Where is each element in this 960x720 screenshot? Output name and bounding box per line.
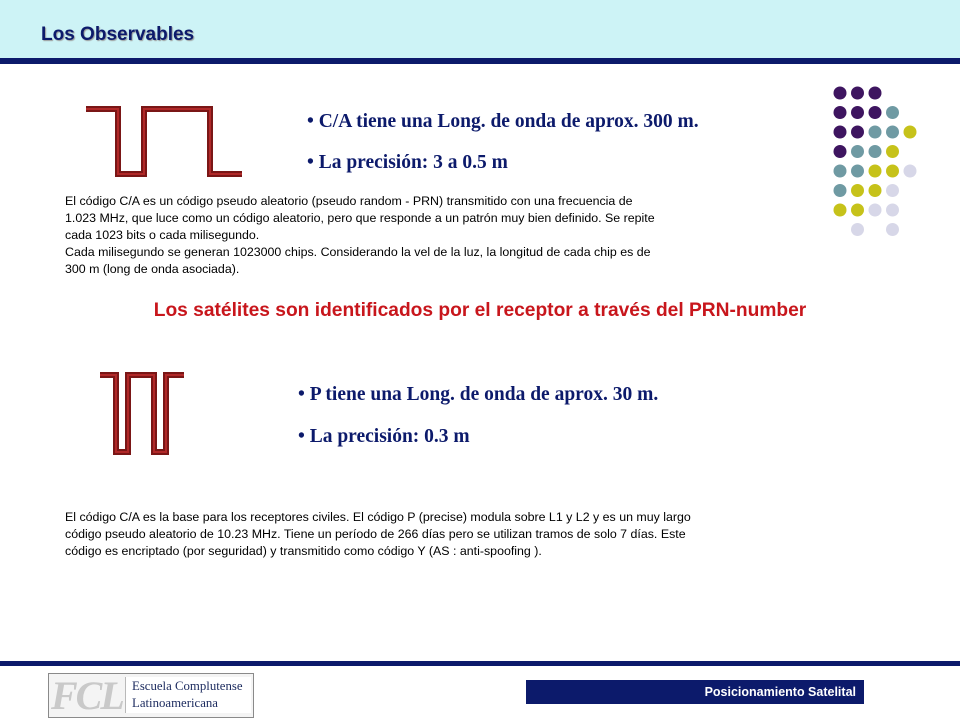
ca-description-line: cada 1023 bits o cada milisegundo. bbox=[65, 228, 260, 242]
grid-dot bbox=[869, 204, 882, 217]
logo-line-1: Escuela Complutense bbox=[132, 679, 243, 693]
header-rule bbox=[0, 58, 960, 64]
grid-dot bbox=[869, 126, 882, 139]
p-description-line: El código C/A es la base para los receptores civiles. El código P (precise) modula sobre L1 y L2 y es un muy largo bbox=[65, 510, 691, 524]
grid-dot bbox=[869, 184, 882, 197]
grid-dot bbox=[834, 145, 847, 158]
p-code-waveform-icon bbox=[100, 370, 186, 456]
school-logo bbox=[48, 673, 254, 718]
grid-dot bbox=[904, 126, 917, 139]
ca-description-line: 1.023 MHz, que luce como un código aleatorio, pero que responde a un patrón muy bien definido. Se repite bbox=[65, 211, 655, 225]
grid-dot bbox=[834, 126, 847, 139]
p-description-line: código pseudo aleatorio de 10.23 MHz. Tiene un período de 266 días pero se utilizan tramos de solo 7 días. Este bbox=[65, 527, 686, 541]
grid-dot bbox=[886, 184, 899, 197]
logo-line-2: Latinoamericana bbox=[132, 696, 218, 710]
ca-bullet-precision: • La precisión: 3 a 0.5 m bbox=[307, 152, 508, 173]
grid-dot bbox=[886, 126, 899, 139]
ca-code-waveform-icon bbox=[86, 104, 246, 178]
grid-dot bbox=[886, 223, 899, 236]
ca-description bbox=[65, 193, 655, 278]
prn-headline: Los satélites son identificados por el receptor a través del PRN-number bbox=[153, 300, 807, 321]
grid-dot bbox=[851, 126, 864, 139]
footer-label: Posicionamiento Satelital bbox=[526, 680, 864, 704]
grid-dot bbox=[851, 184, 864, 197]
grid-dot bbox=[886, 145, 899, 158]
grid-dot bbox=[834, 165, 847, 178]
grid-dot bbox=[851, 87, 864, 100]
grid-dot bbox=[851, 204, 864, 217]
grid-dot bbox=[869, 106, 882, 119]
grid-dot bbox=[851, 106, 864, 119]
p-bullet-precision: • La precisión: 0.3 m bbox=[298, 426, 470, 447]
grid-dot bbox=[886, 165, 899, 178]
grid-dot bbox=[834, 106, 847, 119]
grid-dot bbox=[834, 184, 847, 197]
grid-dot bbox=[886, 204, 899, 217]
ca-description-line: Cada milisegundo se generan 1023000 chips. Considerando la vel de la luz, la longitud de cada chip es de bbox=[65, 245, 651, 259]
p-bullet-wavelength: • P tiene una Long. de onda de aprox. 30 m. bbox=[298, 384, 659, 405]
logo-mark: FCL bbox=[51, 673, 123, 718]
ca-description-line: El código C/A es un código pseudo aleatorio (pseudo random - PRN) transmitido con una frecuencia de bbox=[65, 194, 633, 208]
footer-rule bbox=[0, 661, 960, 666]
decorative-dot-grid-icon bbox=[830, 84, 940, 244]
grid-dot bbox=[851, 223, 864, 236]
grid-dot bbox=[851, 165, 864, 178]
grid-dot bbox=[851, 145, 864, 158]
ca-description-line: 300 m (long de onda asociada). bbox=[65, 262, 240, 276]
slide-title: Los Observables bbox=[41, 24, 195, 45]
grid-dot bbox=[834, 204, 847, 217]
grid-dot bbox=[904, 165, 917, 178]
grid-dot bbox=[869, 145, 882, 158]
p-description bbox=[65, 509, 691, 560]
grid-dot bbox=[834, 87, 847, 100]
ca-bullet-wavelength: • C/A tiene una Long. de onda de aprox. 300 m. bbox=[307, 111, 699, 132]
grid-dot bbox=[886, 106, 899, 119]
grid-dot bbox=[869, 165, 882, 178]
p-description-line: código es encriptado (por seguridad) y transmitido como código Y (AS : anti-spoofing ). bbox=[65, 544, 542, 558]
grid-dot bbox=[869, 87, 882, 100]
